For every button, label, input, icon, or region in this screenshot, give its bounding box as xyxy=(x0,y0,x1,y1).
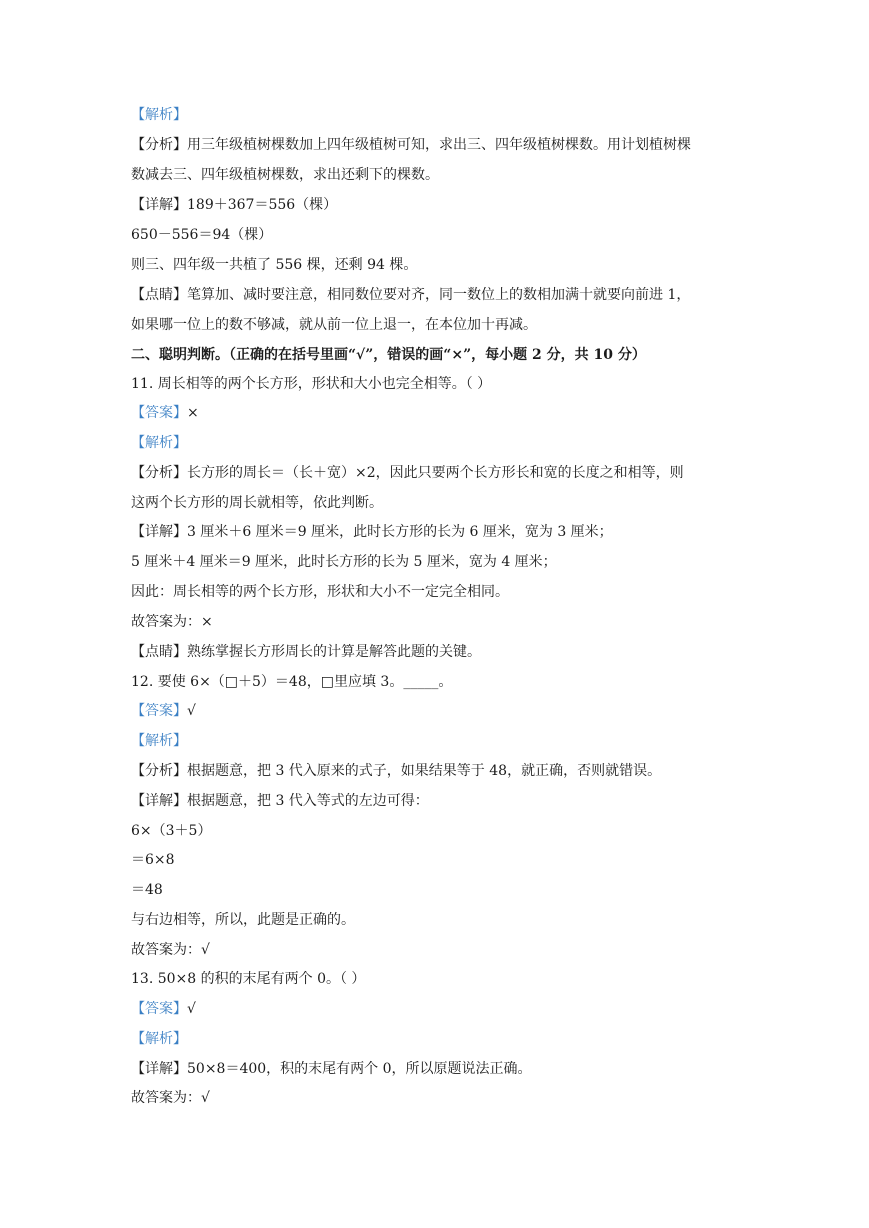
final-answer-line: 故答案为：× xyxy=(131,614,213,630)
fenxi-tag: 【分析】 xyxy=(131,137,187,153)
jiexi-tag: 【解析】 xyxy=(131,1031,187,1047)
analysis-line: 【分析】长方形的周长＝（长＋宽）×2，因此只要两个长方形长和宽的长度之和相等，则 xyxy=(131,465,684,481)
xiangjie-tag: 【详解】 xyxy=(131,197,187,213)
comment-line: 【点睛】笔算加、减时要注意，相同数位要对齐，同一数位上的数相加满十就要向前进 1， xyxy=(131,287,691,303)
final-answer-line: 故答案为：√ xyxy=(131,1090,210,1106)
analysis-line: 【分析】用三年级植树棵数加上四年级植树可知，求出三、四年级植树棵数。用计划植树棵 xyxy=(131,137,691,153)
fenxi-tag: 【分析】 xyxy=(131,465,187,481)
xiangjie-tag: 【详解】 xyxy=(131,524,187,540)
analysis-line: 【分析】根据题意，把 3 代入原来的式子，如果结果等于 48，就正确，否则就错误。 xyxy=(131,763,662,779)
daan-tag: 【答案】 xyxy=(131,1001,187,1017)
text-line: 这两个长方形的周长就相等，依此判断。 xyxy=(131,495,383,511)
question-11: 11. 周长相等的两个长方形，形状和大小也完全相等。（ ） xyxy=(131,376,492,392)
section-tag-line xyxy=(131,106,751,124)
final-answer-line: 故答案为：√ xyxy=(131,942,210,958)
section-tag-line xyxy=(131,1030,751,1048)
formula-line: ＝48 xyxy=(131,882,163,898)
detail-line: 【详解】189＋367＝556（棵） xyxy=(131,197,338,213)
answer-line: 【答案】× xyxy=(131,405,199,421)
comment-line: 【点睛】熟练掌握长方形周长的计算是解答此题的关键。 xyxy=(131,644,481,660)
dianjing-tag: 【点睛】 xyxy=(131,644,187,660)
question-13: 13. 50×8 的积的末尾有两个 0。（ ） xyxy=(131,971,366,987)
dianjing-tag: 【点睛】 xyxy=(131,287,187,303)
section-tag-line xyxy=(131,732,751,750)
detail-line: 【详解】3 厘米＋6 厘米＝9 厘米，此时长方形的长为 6 厘米，宽为 3 厘米； xyxy=(131,524,613,540)
daan-tag: 【答案】 xyxy=(131,405,187,421)
text-line: 则三、四年级一共植了 556 棵，还剩 94 棵。 xyxy=(131,257,418,273)
fenxi-tag: 【分析】 xyxy=(131,763,187,779)
formula-line: 6×（3＋5） xyxy=(131,823,212,839)
text-line: 与右边相等，所以，此题是正确的。 xyxy=(131,912,355,928)
section-tag-line xyxy=(131,434,751,452)
text-line: 如果哪一位上的数不够减，就从前一位上退一，在本位加十再减。 xyxy=(131,317,537,333)
text-line: 650－556＝94（棵） xyxy=(131,227,273,243)
daan-tag: 【答案】 xyxy=(131,703,187,719)
text-line: 数减去三、四年级植树棵数，求出还剩下的棵数。 xyxy=(131,167,439,183)
answer-line: 【答案】√ xyxy=(131,703,196,719)
jiexi-tag: 【解析】 xyxy=(131,733,187,749)
section-heading: 二、聪明判断。（正确的在括号里画“√”，错误的画“×”，每小题 2 分，共 10 分） xyxy=(131,347,646,363)
jiexi-tag: 【解析】 xyxy=(131,107,187,123)
formula-line: ＝6×8 xyxy=(131,852,175,868)
answer-line: 【答案】√ xyxy=(131,1001,196,1017)
question-12: 12. 要使 6×（□＋5）＝48，□里应填 3。_____。 xyxy=(131,674,453,690)
text-line: 5 厘米＋4 厘米＝9 厘米，此时长方形的长为 5 厘米，宽为 4 厘米； xyxy=(131,554,557,570)
text-line: 因此：周长相等的两个长方形，形状和大小不一定完全相同。 xyxy=(131,584,509,600)
detail-line: 【详解】根据题意，把 3 代入等式的左边可得： xyxy=(131,793,429,809)
detail-line: 【详解】50×8＝400，积的末尾有两个 0，所以原题说法正确。 xyxy=(131,1061,532,1077)
xiangjie-tag: 【详解】 xyxy=(131,1061,187,1077)
xiangjie-tag: 【详解】 xyxy=(131,793,187,809)
jiexi-tag: 【解析】 xyxy=(131,435,187,451)
